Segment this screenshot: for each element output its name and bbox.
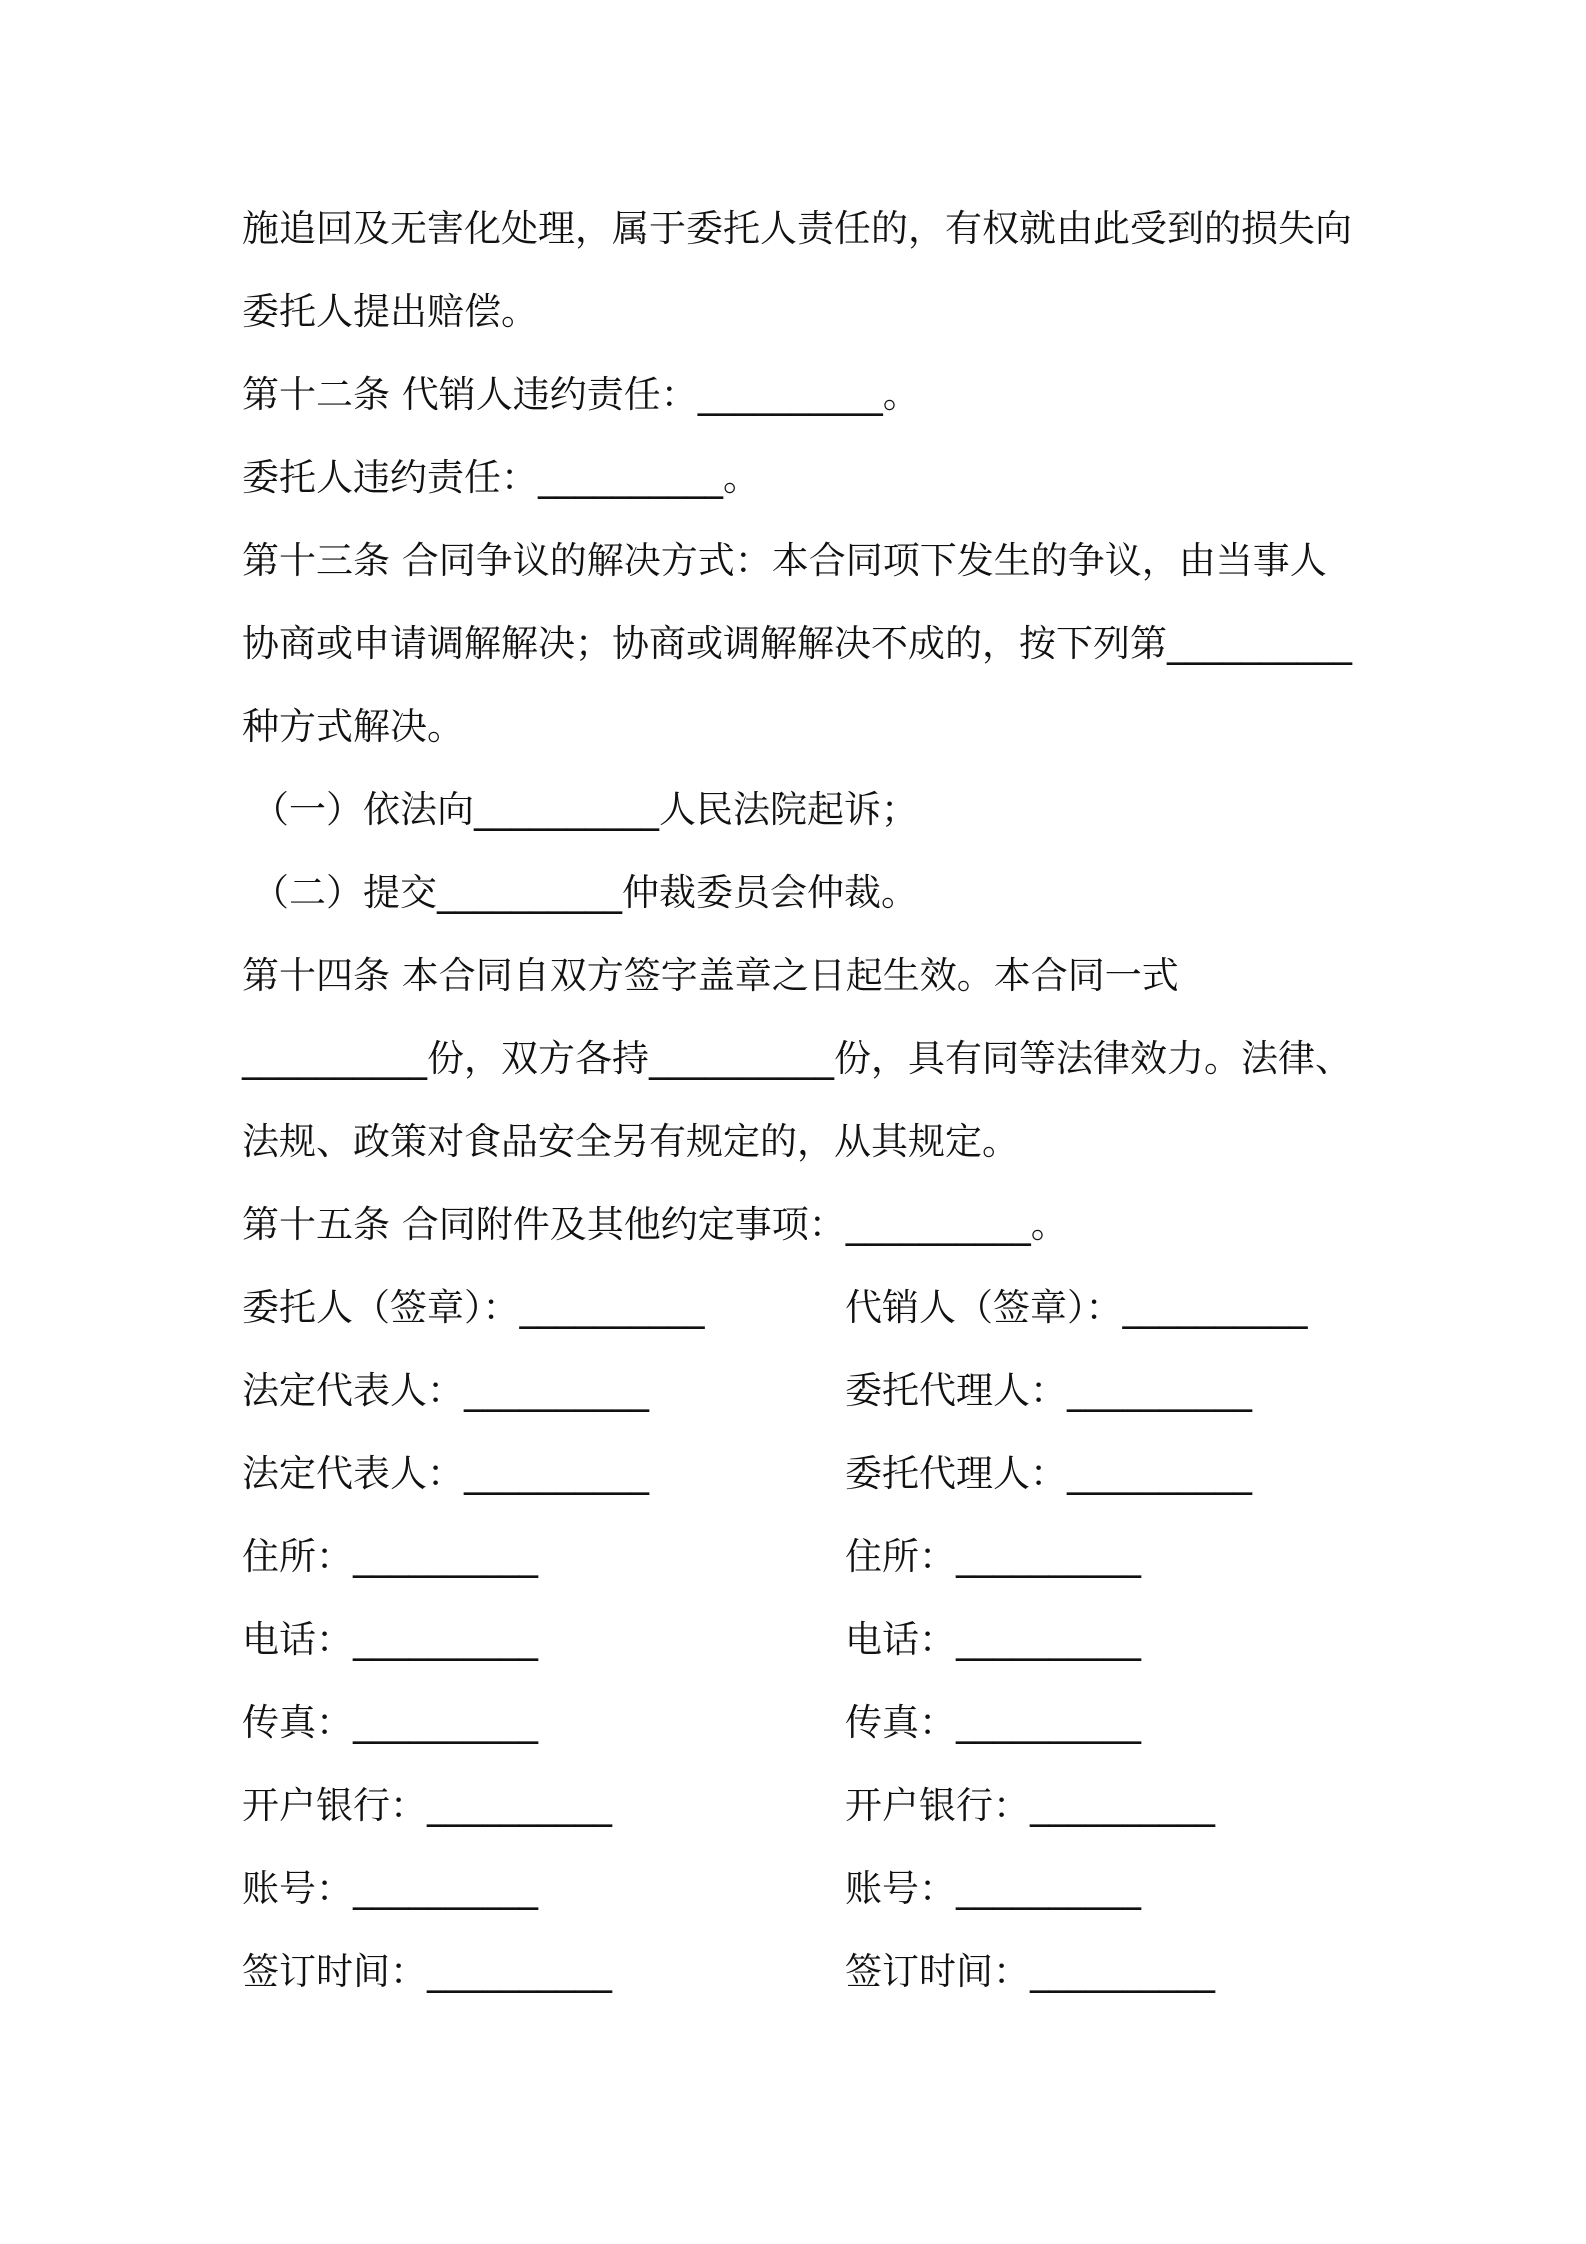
agent-signature-field: 代销人（签章）：__________ (845, 1286, 1308, 1329)
signing-date-field: 签订时间：__________ (845, 1950, 1215, 1993)
paragraph-line: 法规、政策对食品安全另有规定的，从其规定。 (242, 1120, 1019, 1163)
client-signature-field: 委托人（签章）：__________ (242, 1286, 705, 1329)
authorized-agent-field: 委托代理人：__________ (845, 1369, 1252, 1412)
legal-representative-field: 法定代表人：__________ (242, 1452, 649, 1495)
clause-15-title: 第十五条 合同附件及其他约定事项：__________。 (242, 1203, 1068, 1246)
paragraph-line: 协商或申请调解解决；协商或调解解决不成的，按下列第__________ (242, 622, 1352, 665)
clause-13-title: 第十三条 合同争议的解决方式：本合同项下发生的争议，由当事人 (242, 539, 1327, 582)
account-field: 账号：__________ (845, 1867, 1141, 1910)
bank-field: 开户银行：__________ (242, 1784, 612, 1827)
paragraph-line: __________份，双方各持__________份，具有同等法律效力。法律、 (242, 1037, 1352, 1080)
paragraph-line: 种方式解决。 (242, 705, 464, 748)
bank-field: 开户银行：__________ (845, 1784, 1215, 1827)
authorized-agent-field: 委托代理人：__________ (845, 1452, 1252, 1495)
phone-field: 电话：__________ (242, 1618, 538, 1661)
option-two: （二）提交__________仲裁委员会仲裁。 (252, 871, 918, 914)
paragraph-line: 委托人提出赔偿。 (242, 290, 538, 333)
paragraph-line: 委托人违约责任：__________。 (242, 456, 760, 499)
account-field: 账号：__________ (242, 1867, 538, 1910)
option-one: （一）依法向__________人民法院起诉； (252, 788, 918, 831)
fax-field: 传真：__________ (845, 1701, 1141, 1744)
clause-14-title: 第十四条 本合同自双方签字盖章之日起生效。本合同一式 (242, 954, 1179, 997)
clause-12-title: 第十二条 代销人违约责任：__________。 (242, 373, 920, 416)
legal-representative-field: 法定代表人：__________ (242, 1369, 649, 1412)
signing-date-field: 签订时间：__________ (242, 1950, 612, 1993)
paragraph-line: 施追回及无害化处理，属于委托人责任的，有权就由此受到的损失向 (242, 207, 1352, 250)
phone-field: 电话：__________ (845, 1618, 1141, 1661)
fax-field: 传真：__________ (242, 1701, 538, 1744)
address-field: 住所：__________ (845, 1535, 1141, 1578)
address-field: 住所：__________ (242, 1535, 538, 1578)
